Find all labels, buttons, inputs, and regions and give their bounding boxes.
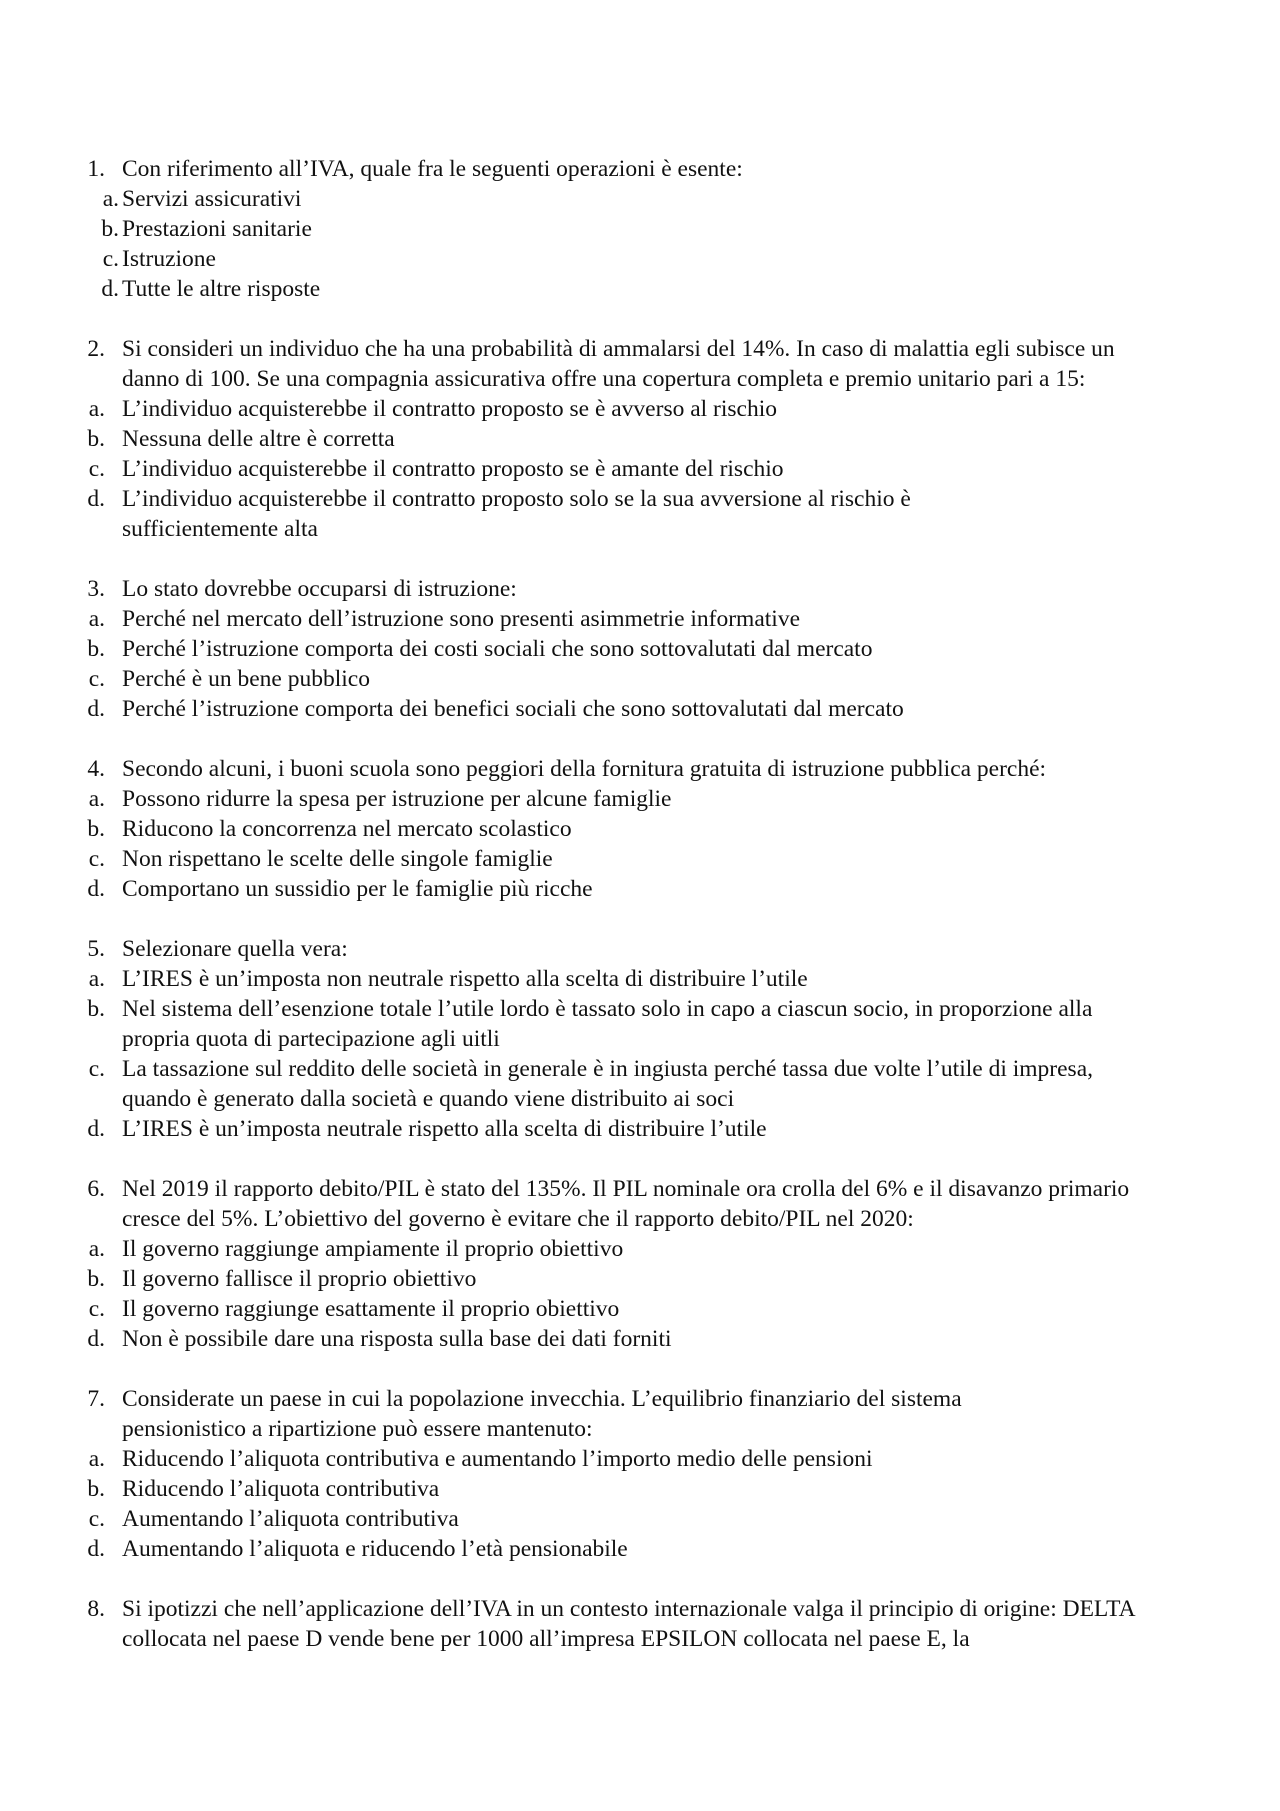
option-letter: d. — [87, 486, 105, 512]
option-c — [80, 844, 1180, 874]
option-text: L’IRES è un’imposta neutrale rispetto alla scelta di distribuire l’utile — [122, 1116, 767, 1142]
question-3 — [80, 574, 1180, 724]
option-text: Istruzione — [122, 246, 216, 272]
option-text: Aumentando l’aliquota e riducendo l’età pensionabile — [122, 1536, 628, 1562]
option-text: Il governo raggiunge esattamente il proprio obiettivo — [122, 1296, 620, 1322]
option-letter: d. — [87, 876, 105, 902]
option-letter: b. — [87, 1476, 105, 1502]
option-a — [80, 604, 1180, 634]
option-c — [80, 1504, 1180, 1534]
option-letter: c. — [88, 1506, 105, 1532]
option-c — [80, 244, 1180, 274]
option-letter: a. — [88, 966, 105, 992]
question-line — [80, 934, 1180, 964]
option-d — [80, 274, 1180, 304]
question-line — [80, 574, 1180, 604]
option-letter: b. — [101, 216, 119, 242]
question-7 — [80, 1384, 1180, 1564]
option-b — [80, 424, 1180, 454]
option-text: Perché l’istruzione comporta dei costi sociali che sono sottovalutati dal mercato — [122, 636, 873, 662]
option-letter: b. — [87, 1266, 105, 1292]
option-a — [80, 784, 1180, 814]
question-line — [80, 1384, 1180, 1444]
question-text: Si ipotizzi che nell’applicazione dell’IVA in un contesto internazionale valga il principio di origine: DELTA collocata nel paese D vende bene per 1000 all’impresa EPSILON collocata nel paese E, la — [122, 1596, 1135, 1652]
option-text: Tutte le altre risposte — [122, 276, 321, 302]
question-number: 4. — [87, 756, 105, 782]
question-4 — [80, 754, 1180, 904]
option-letter: c. — [88, 456, 105, 482]
option-b — [80, 634, 1180, 664]
question-line — [80, 754, 1180, 784]
question-line — [80, 1594, 1180, 1654]
option-b — [80, 814, 1180, 844]
question-line — [80, 334, 1180, 394]
option-d — [80, 1114, 1180, 1144]
question-text: Nel 2019 il rapporto debito/PIL è stato del 135%. Il PIL nominale ora crolla del 6% e il disavanzo primario cresce del 5%. L’obiettivo del governo è evitare che il rapporto debito/PIL nel 2020: — [122, 1176, 1130, 1232]
option-text: La tassazione sul reddito delle società in generale è in ingiusta perché tassa due volte l’utile di impresa, quando è generato dalla società e quando viene distribuito ai soci — [122, 1056, 1093, 1112]
option-letter: d. — [87, 1116, 105, 1142]
option-text: Non è possibile dare una risposta sulla base dei dati forniti — [122, 1326, 672, 1352]
option-text: Non rispettano le scelte delle singole famiglie — [122, 846, 553, 872]
option-d — [80, 1534, 1180, 1564]
option-letter: a. — [102, 186, 119, 212]
question-number: 1. — [87, 156, 105, 182]
option-letter: d. — [87, 1326, 105, 1352]
option-d — [80, 1324, 1180, 1354]
option-text: Il governo fallisce il proprio obiettivo — [122, 1266, 477, 1292]
question-text: Selezionare quella vera: — [122, 936, 348, 962]
question-number: 7. — [87, 1386, 105, 1412]
question-line — [80, 1174, 1180, 1234]
option-letter: d. — [101, 276, 119, 302]
question-2 — [80, 334, 1180, 544]
option-text: Riducendo l’aliquota contributiva e aumentando l’importo medio delle pensioni — [122, 1446, 873, 1472]
option-letter: b. — [87, 426, 105, 452]
question-list — [80, 154, 1180, 1684]
question-number: 5. — [87, 936, 105, 962]
option-text: Riducendo l’aliquota contributiva — [122, 1476, 440, 1502]
option-letter: b. — [87, 636, 105, 662]
option-b — [80, 1474, 1180, 1504]
option-letter: a. — [88, 786, 105, 812]
option-text: L’individuo acquisterebbe il contratto proposto solo se la sua avversione al rischio è sufficientemente alta — [122, 486, 911, 542]
option-a — [80, 1444, 1180, 1474]
question-number: 2. — [87, 336, 105, 362]
option-letter: d. — [87, 696, 105, 722]
option-letter: a. — [88, 606, 105, 632]
option-letter: b. — [87, 996, 105, 1022]
option-b — [80, 214, 1180, 244]
option-letter: d. — [87, 1536, 105, 1562]
option-text: L’individuo acquisterebbe il contratto proposto se è avverso al rischio — [122, 396, 778, 422]
option-c — [80, 1294, 1180, 1324]
option-d — [80, 484, 1180, 544]
option-text: L’IRES è un’imposta non neutrale rispetto alla scelta di distribuire l’utile — [122, 966, 808, 992]
option-text: Riducono la concorrenza nel mercato scolastico — [122, 816, 572, 842]
option-text: Servizi assicurativi — [122, 186, 302, 212]
question-number: 3. — [87, 576, 105, 602]
option-d — [80, 694, 1180, 724]
option-letter: c. — [102, 246, 119, 272]
option-letter: c. — [88, 846, 105, 872]
question-text: Lo stato dovrebbe occuparsi di istruzione: — [122, 576, 517, 602]
question-1 — [80, 154, 1180, 304]
option-text: Nel sistema dell’esenzione totale l’utile lordo è tassato solo in capo a ciascun socio, in proporzione alla propria quota di partecipazione agli uitli — [122, 996, 1093, 1052]
option-text: Possono ridurre la spesa per istruzione per alcune famiglie — [122, 786, 672, 812]
option-c — [80, 1054, 1180, 1114]
question-8 — [80, 1594, 1180, 1654]
question-text: Considerate un paese in cui la popolazione invecchia. L’equilibrio finanziario del sistema pensionistico a ripartizione può essere mantenuto: — [122, 1386, 962, 1442]
option-a — [80, 394, 1180, 424]
option-letter: c. — [88, 1056, 105, 1082]
option-a — [80, 964, 1180, 994]
question-line — [80, 154, 1180, 184]
option-text: Prestazioni sanitarie — [122, 216, 312, 242]
option-letter: a. — [88, 1446, 105, 1472]
option-letter: a. — [88, 396, 105, 422]
option-text: Perché l’istruzione comporta dei benefici sociali che sono sottovalutati dal mercato — [122, 696, 904, 722]
option-text: Il governo raggiunge ampiamente il proprio obiettivo — [122, 1236, 624, 1262]
option-c — [80, 664, 1180, 694]
option-a — [80, 1234, 1180, 1264]
option-text: Nessuna delle altre è corretta — [122, 426, 395, 452]
option-d — [80, 874, 1180, 904]
question-text: Secondo alcuni, i buoni scuola sono peggiori della fornitura gratuita di istruzione pubblica perché: — [122, 756, 1047, 782]
option-text: Comportano un sussidio per le famiglie più ricche — [122, 876, 593, 902]
option-text: Aumentando l’aliquota contributiva — [122, 1506, 459, 1532]
option-a — [80, 184, 1180, 214]
option-letter: c. — [88, 1296, 105, 1322]
question-6 — [80, 1174, 1180, 1354]
option-text: L’individuo acquisterebbe il contratto proposto se è amante del rischio — [122, 456, 784, 482]
option-letter: b. — [87, 816, 105, 842]
option-c — [80, 454, 1180, 484]
question-number: 8. — [87, 1596, 105, 1622]
option-letter: a. — [88, 1236, 105, 1262]
question-text: Si consideri un individuo che ha una probabilità di ammalarsi del 14%. In caso di malattia egli subisce un danno di 100. Se una compagnia assicurativa offre una copertura completa e premio unitario pari a 15: — [122, 336, 1115, 392]
option-b — [80, 1264, 1180, 1294]
question-5 — [80, 934, 1180, 1144]
option-text: Perché è un bene pubblico — [122, 666, 370, 692]
option-b — [80, 994, 1180, 1054]
question-number: 6. — [87, 1176, 105, 1202]
option-text: Perché nel mercato dell’istruzione sono presenti asimmetrie informative — [122, 606, 801, 632]
option-letter: c. — [88, 666, 105, 692]
question-text: Con riferimento all’IVA, quale fra le seguenti operazioni è esente: — [122, 156, 743, 182]
